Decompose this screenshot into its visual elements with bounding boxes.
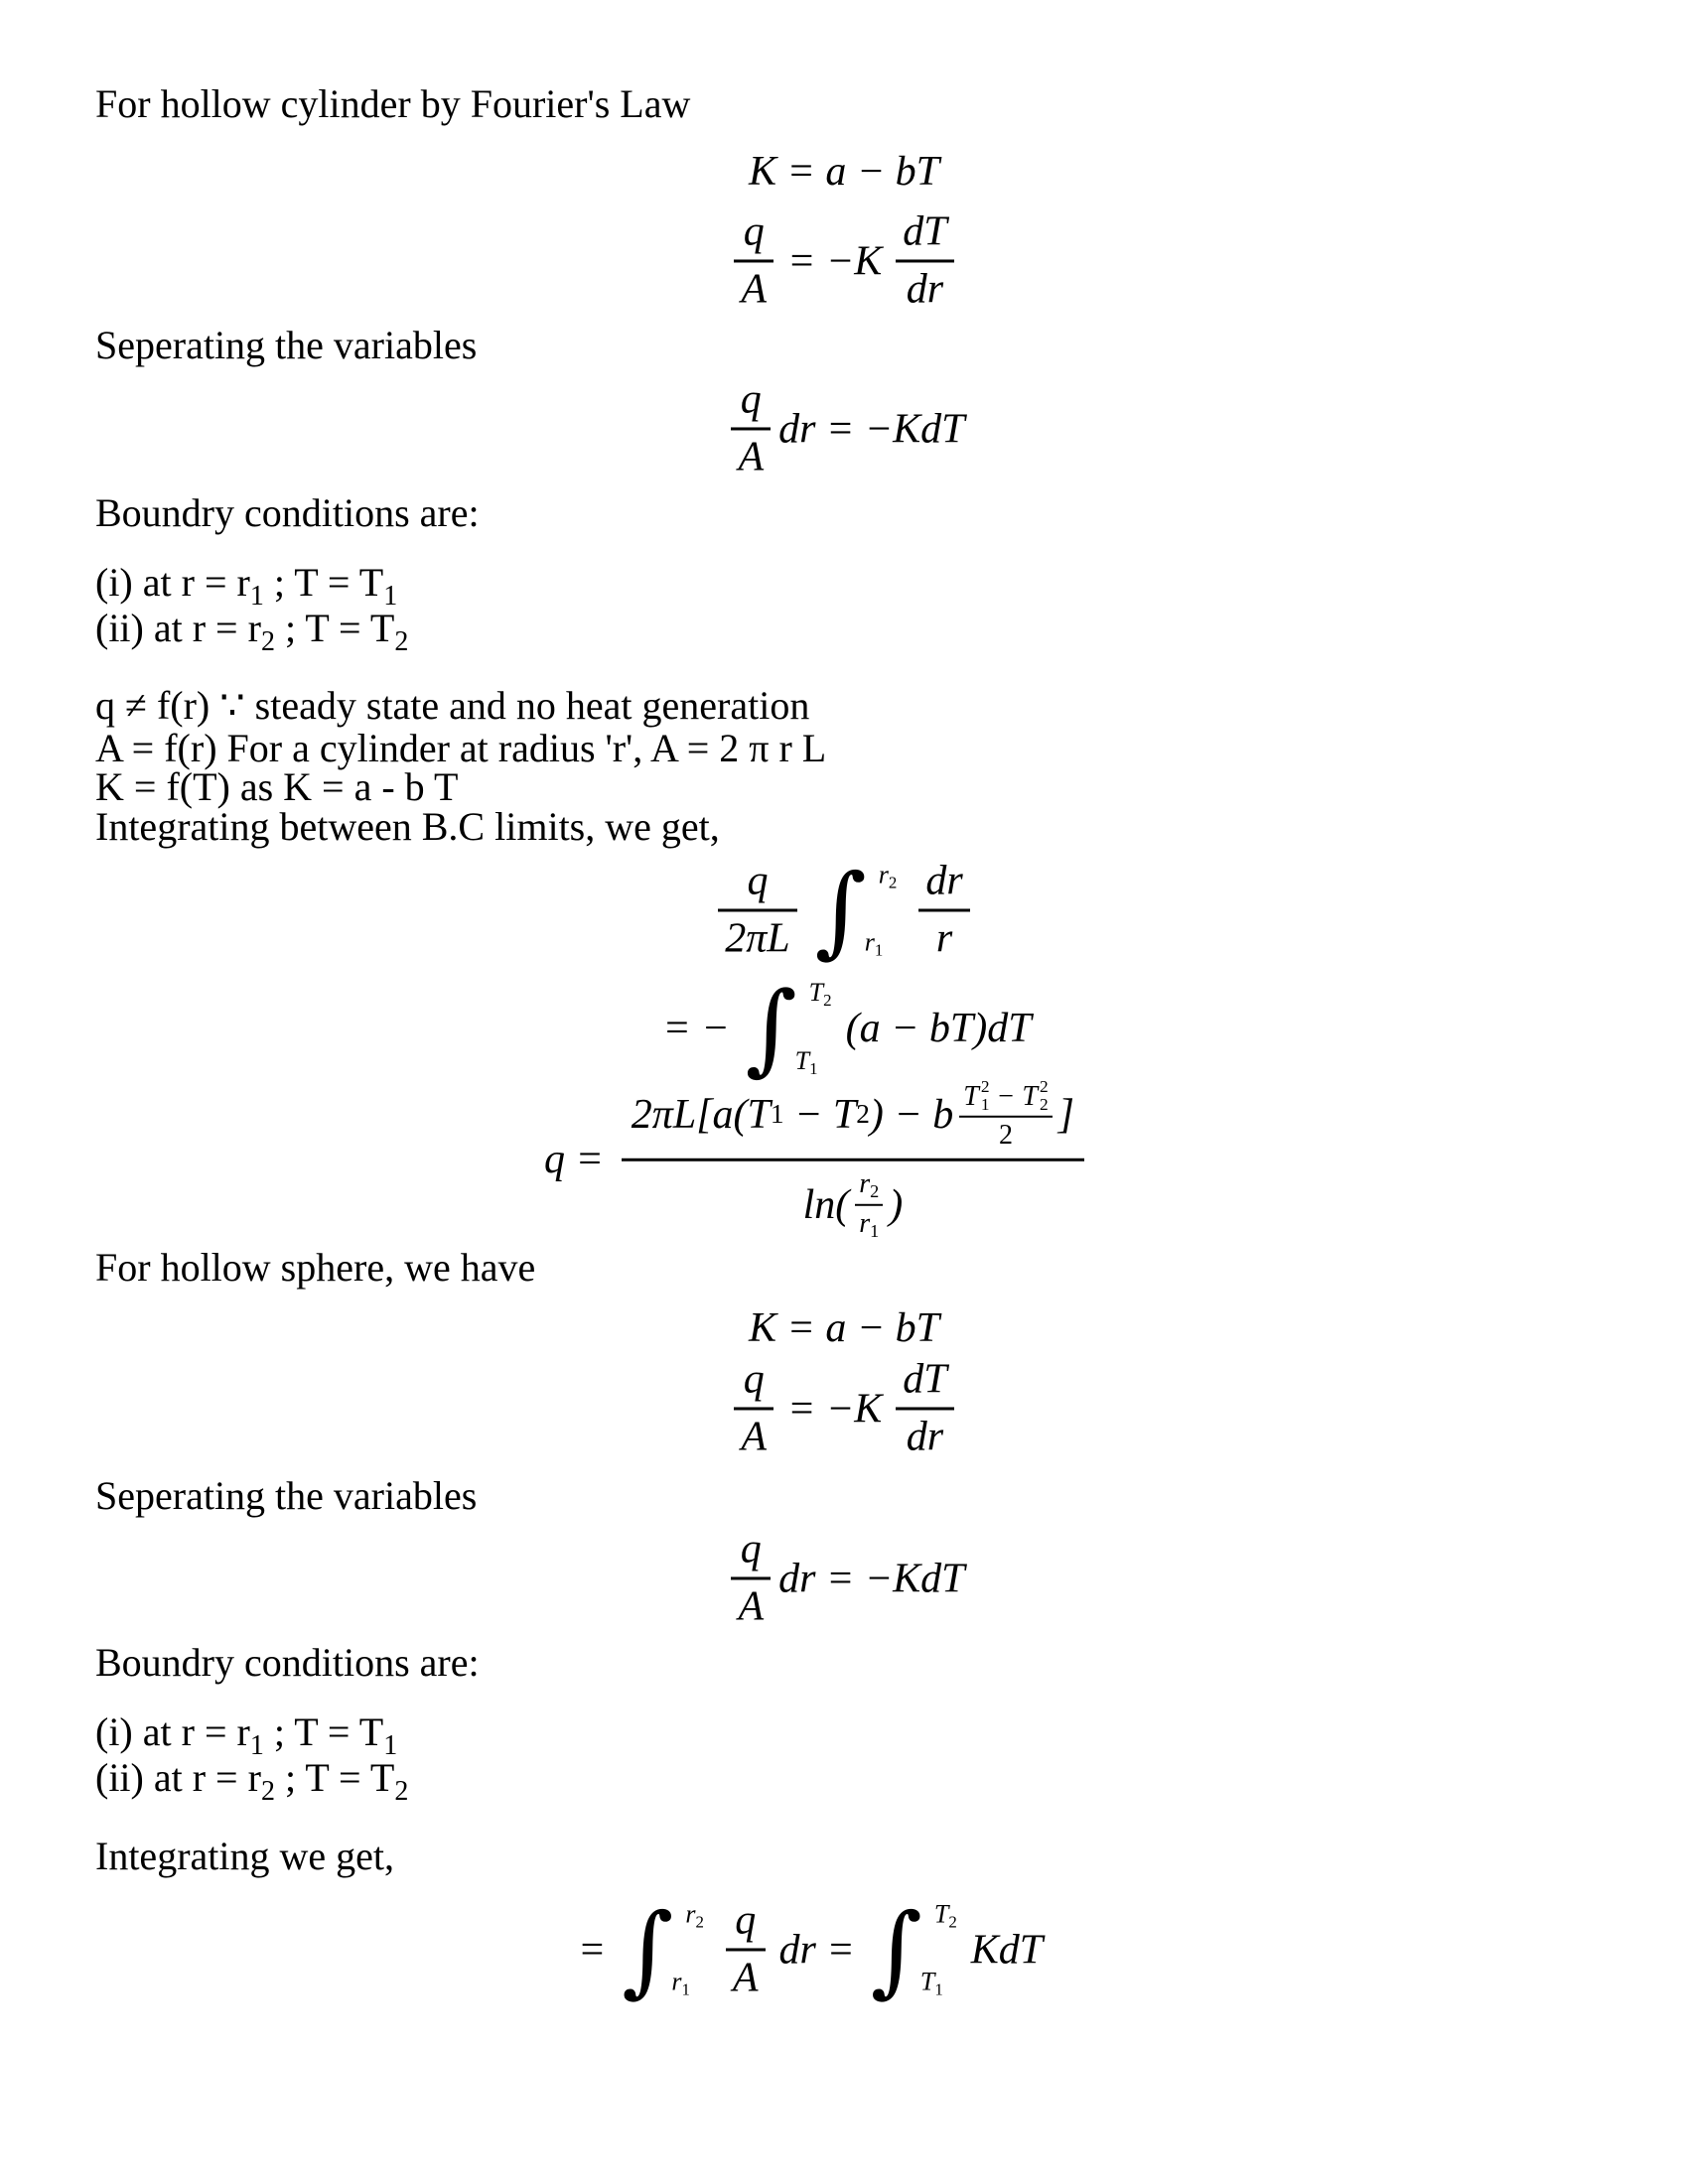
frac-numerator: q bbox=[740, 376, 762, 423]
eq-middle-text: = −K bbox=[787, 1386, 883, 1432]
t-squared-difference-fraction bbox=[959, 1078, 1052, 1152]
subscript: 2 bbox=[1039, 1094, 1049, 1114]
equation-k-linear-cylinder bbox=[0, 148, 1688, 196]
subscript: 1 bbox=[770, 1099, 784, 1130]
limit-sub: 2 bbox=[695, 1912, 704, 1932]
fraction-dr-over-r bbox=[918, 858, 969, 962]
upper-limit bbox=[934, 1899, 957, 1932]
closing-bracket: ] bbox=[1057, 1091, 1075, 1138]
frac-numerator: q bbox=[735, 1897, 757, 1944]
small-frac-denominator: 2 bbox=[998, 1120, 1013, 1152]
bc-text: (i) at r = r bbox=[95, 1709, 250, 1754]
lower-limit bbox=[865, 928, 898, 961]
fraction-q-over-A bbox=[734, 1356, 774, 1460]
bc-text: ; T = T bbox=[263, 1709, 384, 1754]
note-integrating-limits: Integrating between B.C limits, we get, bbox=[95, 804, 720, 849]
equation-q-result bbox=[0, 1078, 1688, 1241]
frac-numerator: dr bbox=[925, 858, 963, 904]
eq-rhs-text: KdT bbox=[970, 1927, 1044, 1973]
frac-denominator: A bbox=[738, 1583, 765, 1630]
cylinder-boundary-heading: Boundry conditions are: bbox=[95, 490, 480, 535]
bc-subscript: 1 bbox=[383, 1730, 398, 1761]
integral-sign: ∫ bbox=[745, 970, 797, 1086]
eq-middle-text: = −K bbox=[787, 238, 883, 284]
equation-separated-cylinder bbox=[0, 376, 1688, 480]
lower-limit bbox=[920, 1968, 957, 2000]
integral-limits bbox=[673, 1899, 704, 2000]
bc-subscript: 2 bbox=[394, 1776, 409, 1807]
bc-text: (ii) at r = r bbox=[95, 606, 261, 650]
sphere-separating-text: Seperating the variables bbox=[95, 1473, 478, 1518]
r2-over-r1-fraction bbox=[855, 1168, 883, 1242]
frac-denominator: A bbox=[738, 434, 765, 480]
equation-final-integrals bbox=[0, 1891, 1688, 2007]
closing-paren: ) bbox=[889, 1181, 904, 1228]
limit-var: T bbox=[933, 1899, 949, 1928]
limit-sub: 2 bbox=[823, 991, 832, 1011]
var: T bbox=[963, 1080, 979, 1112]
frac-denominator: A bbox=[732, 1955, 759, 2001]
limit-sub: 1 bbox=[874, 941, 884, 960]
frac-numerator: dT bbox=[903, 208, 947, 255]
numerator-text: − T bbox=[783, 1091, 857, 1138]
bc-text: (ii) at r = r bbox=[95, 1755, 261, 1800]
frac-numerator: q bbox=[743, 1356, 765, 1403]
var: T bbox=[1022, 1080, 1038, 1112]
bc-text: (i) at r = r bbox=[95, 560, 250, 605]
limit-sub: 1 bbox=[934, 1980, 943, 1999]
bc-text: ; T = T bbox=[263, 560, 384, 605]
frac-denominator: 2πL bbox=[725, 915, 790, 962]
subscript: 2 bbox=[856, 1099, 870, 1130]
equals-sign: = bbox=[577, 1927, 607, 1973]
limit-var: r bbox=[878, 860, 889, 888]
equation-integral-dr-over-r bbox=[0, 852, 1688, 968]
integral-limits bbox=[864, 860, 898, 961]
subscript: 2 bbox=[870, 1181, 880, 1202]
numerator-text: ) − b bbox=[869, 1091, 954, 1138]
big-fraction-denominator bbox=[622, 1161, 1084, 1242]
eq-k-linear-text: K = a − bT bbox=[748, 149, 940, 195]
frac-denominator: r bbox=[935, 915, 953, 962]
frac-numerator: q bbox=[747, 858, 769, 904]
cylinder-bc2 bbox=[95, 606, 408, 658]
fraction-q-over-2piL bbox=[718, 858, 796, 962]
numerator-text: 2πL[a(T bbox=[631, 1091, 771, 1138]
upper-limit bbox=[809, 978, 832, 1011]
bc-subscript: 1 bbox=[383, 581, 398, 612]
bc-text: ; T = T bbox=[274, 606, 395, 650]
eq-lhs-text: q = bbox=[543, 1136, 604, 1182]
eq-k-linear-text: K = a − bT bbox=[748, 1305, 940, 1351]
frac-denominator: dr bbox=[906, 266, 944, 313]
frac-denominator: A bbox=[741, 266, 768, 313]
cylinder-intro-text: For hollow cylinder by Fourier's Law bbox=[95, 81, 691, 126]
equation-integral-abt bbox=[0, 970, 1688, 1086]
integral-sign: ∫ bbox=[622, 1891, 674, 2007]
integral-t1-t2 bbox=[870, 1891, 961, 2007]
bc-subscript: 1 bbox=[249, 581, 264, 612]
sphere-integrating-text: Integrating we get, bbox=[95, 1834, 394, 1878]
small-frac-numerator bbox=[855, 1168, 883, 1204]
bc-subscript: 2 bbox=[394, 626, 409, 657]
fraction-dT-over-dr bbox=[896, 1356, 953, 1460]
var: r bbox=[859, 1167, 871, 1199]
limit-var: r bbox=[685, 1899, 696, 1928]
small-frac-numerator bbox=[959, 1078, 1052, 1116]
limit-sub: 2 bbox=[948, 1912, 957, 1932]
integral-r1-r2 bbox=[622, 1891, 708, 2007]
supsub-stack bbox=[981, 1078, 990, 1114]
frac-numerator: q bbox=[740, 1526, 762, 1572]
limit-var: T bbox=[794, 1045, 810, 1075]
sphere-boundary-heading: Boundry conditions are: bbox=[95, 1640, 480, 1685]
equation-k-linear-sphere bbox=[0, 1304, 1688, 1352]
note-area-function-r: A = f(r) For a cylinder at radius 'r', A = 2 π r L bbox=[95, 726, 827, 770]
limit-var: T bbox=[919, 1967, 935, 1996]
lower-limit bbox=[671, 1968, 704, 2000]
bc-subscript: 1 bbox=[249, 1730, 264, 1761]
equation-separated-sphere bbox=[0, 1526, 1688, 1630]
small-frac-denominator bbox=[855, 1205, 883, 1241]
bc-subscript: 2 bbox=[260, 626, 275, 657]
integral-sign: ∫ bbox=[814, 852, 867, 968]
limit-var: r bbox=[671, 1967, 682, 1996]
note-q-not-function-r: q ≠ f(r) ∵ steady state and no heat generation bbox=[95, 683, 810, 728]
integrand-text: (a − bT)dT bbox=[845, 1006, 1032, 1051]
upper-limit bbox=[685, 1899, 704, 1932]
fraction-q-over-A bbox=[726, 1897, 766, 2001]
integral-r1-r2 bbox=[814, 852, 902, 968]
subscript: 1 bbox=[870, 1220, 880, 1241]
upper-limit bbox=[879, 860, 898, 892]
var: r bbox=[859, 1207, 871, 1239]
integral-t1-t2 bbox=[745, 970, 836, 1086]
limit-sub: 1 bbox=[809, 1059, 818, 1078]
big-fraction-numerator bbox=[622, 1078, 1084, 1159]
bc-text: ; T = T bbox=[274, 1755, 395, 1800]
eq-lhs-text: = − bbox=[662, 1006, 730, 1051]
limit-sub: 2 bbox=[888, 873, 898, 892]
integral-limits bbox=[794, 978, 832, 1079]
integral-sign: ∫ bbox=[870, 1891, 922, 2007]
result-big-fraction bbox=[622, 1078, 1084, 1241]
superscript: 2 bbox=[1039, 1076, 1049, 1096]
bc-subscript: 2 bbox=[260, 1776, 275, 1807]
frac-numerator: q bbox=[743, 208, 765, 255]
supsub-stack bbox=[1040, 1078, 1049, 1114]
lower-limit bbox=[795, 1046, 832, 1079]
ln-text: ln( bbox=[802, 1181, 850, 1228]
subscript: 1 bbox=[980, 1094, 990, 1114]
frac-denominator: A bbox=[741, 1414, 768, 1460]
middle-text: dr = bbox=[778, 1927, 855, 1973]
sphere-bc2 bbox=[95, 1755, 408, 1808]
frac-numerator: dT bbox=[903, 1356, 947, 1403]
note-k-function-t: K = f(T) as K = a - b T bbox=[95, 764, 459, 809]
fraction-q-over-A bbox=[731, 376, 771, 480]
eq-rhs-text: dr = −KdT bbox=[778, 406, 965, 452]
equation-fourier-sphere bbox=[0, 1356, 1688, 1460]
limit-sub: 1 bbox=[681, 1980, 690, 1999]
fraction-q-over-A bbox=[731, 1526, 771, 1630]
fraction-dT-over-dr bbox=[896, 208, 953, 313]
limit-var: T bbox=[808, 978, 824, 1007]
fraction-q-over-A bbox=[734, 208, 774, 313]
cylinder-separating-text: Seperating the variables bbox=[95, 323, 478, 367]
sphere-intro-text: For hollow sphere, we have bbox=[95, 1245, 536, 1290]
minus-sign: − bbox=[989, 1080, 1023, 1112]
superscript: 2 bbox=[980, 1076, 990, 1096]
eq-rhs-text: dr = −KdT bbox=[778, 1556, 965, 1601]
equation-fourier-cylinder bbox=[0, 208, 1688, 313]
integral-limits bbox=[919, 1899, 957, 2000]
limit-var: r bbox=[864, 927, 875, 957]
frac-denominator: dr bbox=[906, 1414, 944, 1460]
